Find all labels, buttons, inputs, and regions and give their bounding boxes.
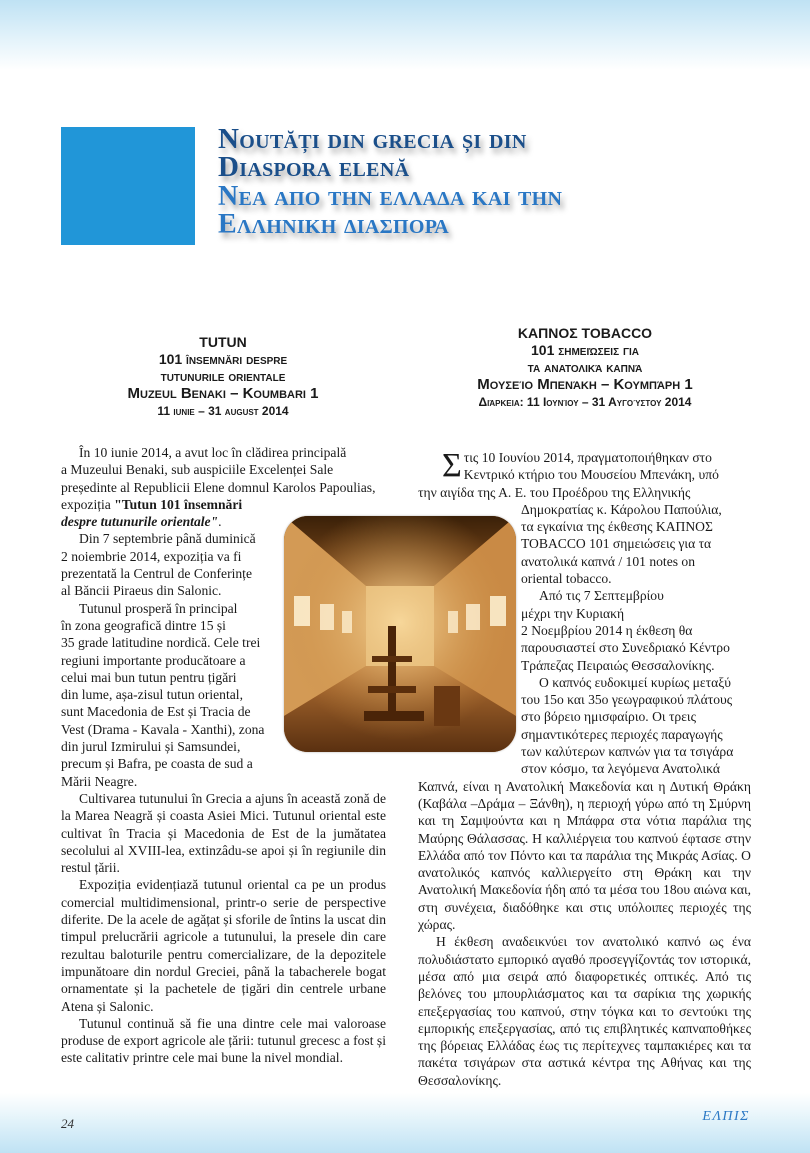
left-wrap-region xyxy=(61,496,279,790)
right-heading-subtitle-1: 101 σημειώσεις για xyxy=(531,342,639,358)
text-line: Τράπεζας Πειραιώς Θεσσαλονίκης. xyxy=(521,657,715,673)
left-heading-subtitle-1: 101 însemnări despre xyxy=(158,351,288,367)
text-line: στον κόσμο, τα λεγόμενα Ανατολικά xyxy=(521,761,720,777)
text-line: τις 10 Ιουνίου 2014, πραγματοποιήθηκαν στο xyxy=(463,450,712,465)
text-line: prezentată la Centrul de Conferințe xyxy=(61,566,252,582)
text-line xyxy=(61,513,279,530)
left-paragraph-5: Expoziția evidențiază tutunul oriental ca pe un produs comercial multidimensional, printr-o serie de perspective diferite. De la acele de agățat și sforile de întins la uscat din timpul prelucrării agricole a tutunului, la presele din care rezultau baloturile pentru comercializare, de la depozitele impunătoare din nordul Greciei, până la tabacherele bogat ornamentate și la pachetele de țigări din centrele urbane Atena și Salonic. xyxy=(61,877,386,1014)
text-line: al Băncii Piraeus din Salonic. xyxy=(61,583,222,599)
exhibition-subtitle: despre tutunurile orientale" xyxy=(61,514,219,530)
page-number: 24 xyxy=(61,1116,74,1131)
left-heading-subtitle-2: tutunurile orientale xyxy=(160,368,286,384)
right-paragraph-3-cont: Καπνά, είναι η Ανατολική Μακεδονία και η Δυτική Θράκη (Καβάλα –Δράμα – Ξάνθη), η περιοχή γύρω από τη Σμύρνη και τη Σαμψούντα και η Μπάφρα στα νότια παράλια της Μαύρης Θάλασσας. Η καλλιέργεια του καπνού έφτασε στην Ελλάδα από τον Πόντο και τα παράλια της Μικράς Ασίας. Ο ανατολικός καπνός καλλιεργείτο στη Θράκη και την Ανατολική Μακεδονία ήδη από τα μέσα του 18ου αιώνα και, στη συνέχεια, διαδόθηκε και στις υπόλοιπες περιοχές της χώρας. xyxy=(418,778,751,933)
text-line: των καλύτερων καπνών για τα τσιγάρα xyxy=(521,744,734,760)
right-paragraph-4: Η έκθεση αναδεικνύει τον ανατολικό καπνό ως ένα πολυδιάστατο εμπορικό αγαθό προσεγγίζοντάς τον ιστορικά, μέσα από μια σειρά από διαφορετικές οπτικές. Από τις βελόνες του μπουρλιάσματος και τα σαρίκια της χωρικής επεξεργασίας του καπνού, στην τόγκα και το σεντούκι της εμπορικής επεξεργασίας, από τις επιβλητικές καπναποθήκες της βόρειας Ελλάδας έως τις περίτεχνες ταμπακιέρες και τα πακέτα τσιγάρων στα αστικά κέντρα της Αθήνας και της Θεσσαλονίκης. xyxy=(418,934,751,1088)
title-greek xyxy=(218,183,778,239)
text-line: 2 noiembrie 2014, expoziția va fi xyxy=(61,548,242,564)
text-line: oriental tobacco. xyxy=(521,571,612,587)
text-line: președinte al Republicii Elene domnul Karolos Papoulias, xyxy=(61,479,376,495)
right-paragraph-3 xyxy=(521,674,751,691)
right-paragraph-2 xyxy=(521,587,751,604)
left-heading-venue: Muzeul Benaki – Koumbari 1 xyxy=(127,385,319,402)
left-paragraph-2 xyxy=(61,530,279,547)
title-ro-line1: Noutăți din grecia și din xyxy=(218,123,527,155)
text-line: precum și Bafra, pe coasta de sud a xyxy=(61,756,253,772)
text-line: din lume, așa-zisul tutun oriental, xyxy=(61,687,243,703)
title-romanian xyxy=(218,125,778,181)
title-gr-line2: Ελληνικη διασπορα xyxy=(218,209,450,240)
left-article-heading xyxy=(60,333,386,419)
left-paragraph-3 xyxy=(61,600,279,617)
section-title xyxy=(218,125,778,239)
title-ro-line2: Diaspora elenă xyxy=(218,151,410,183)
left-heading-dates: 11 iunie – 31 august 2014 xyxy=(157,404,289,418)
text-line: regiuni importante producătoare a xyxy=(61,652,246,668)
text-line: στο βόρειο ημισφαίριο. Οι τρεις xyxy=(521,709,696,725)
drop-cap-paragraph xyxy=(418,449,751,484)
left-paragraph-1 xyxy=(61,444,386,461)
journal-name: ΕΛΠΙΣ xyxy=(702,1109,750,1124)
text-line xyxy=(61,496,279,513)
text-line: a Muzeului Benaki, sub auspiciile Excelenței Sale xyxy=(61,462,334,478)
text-line: TOBACCO 101 σημειώσεις για τα xyxy=(521,536,712,552)
right-article-heading xyxy=(418,324,752,410)
text-line: παρουσιαστεί στο Συνεδριακό Κέντρο xyxy=(521,640,730,656)
text-line: του 15ο και 35ο γεωγραφικού πλάτους xyxy=(521,692,733,708)
text-line: 35 grade latitudine nordică. Cele trei xyxy=(61,635,261,651)
text-fragment: expoziția xyxy=(61,496,115,512)
right-article-body xyxy=(418,449,751,1089)
text-line: Vest (Drama - Kavala - Xanthi), zona xyxy=(61,721,265,737)
text-line: ανατολικά καπνά / 101 notes on xyxy=(521,553,696,569)
text-line: Κεντρικό κτήριο του Μουσείου Μπενάκη, υπό xyxy=(463,467,719,483)
right-wrap-region xyxy=(521,501,751,778)
text-line: sunt Macedonia de Est și Tracia de xyxy=(61,704,251,720)
text-line: 2 Νοεμβρίου 2014 η έκθεση θα xyxy=(521,622,693,638)
text-line: în zona geografică dintre 15 și xyxy=(61,617,226,633)
right-heading-dates: Διάρκεια: 11 Ιουνίου – 31 Αυγούστου 2014 xyxy=(478,395,692,409)
text-line: Ο καπνός ευδοκιμεί κυρίως μεταξύ xyxy=(539,674,731,690)
text-line: din jurul Izmirului și Samsundei, xyxy=(61,739,241,755)
text-line: Από τις 7 Σεπτεμβρίου xyxy=(539,588,664,604)
text-line: Δημοκρατίας κ. Κάρολου Παπούλια, xyxy=(521,501,722,517)
right-heading-venue: Μουσείο Μπενάκη – Κουμπάρη 1 xyxy=(477,376,693,393)
left-paragraph-1-cont xyxy=(61,461,386,496)
text-line: Tutunul prosperă în principal xyxy=(79,600,238,616)
top-gradient-band xyxy=(0,0,810,70)
section-color-block xyxy=(61,127,195,245)
text-line: μέχρι την Κυριακή xyxy=(521,605,625,621)
exhibition-title: "Tutun 101 însemnări xyxy=(114,496,243,512)
title-gr-line1: Νεα απο την ελλαδα και την xyxy=(218,181,563,212)
right-heading-subtitle-2: τα ανατολικά καπνά xyxy=(527,359,643,375)
text-line: Mării Neagre. xyxy=(61,773,138,789)
left-paragraph-6: Tutunul continuă să fie una dintre cele mai valoroase produse de export agricole ale țării: tutunul grecesc a fost și este calitativ printre cele mai bune la nivel mondial. xyxy=(61,1015,386,1066)
text-fragment: . xyxy=(218,514,222,530)
drop-cap: Σ xyxy=(442,447,462,484)
left-heading-title: TUTUN xyxy=(199,334,247,350)
text-line: celui mai bun tutun pentru țigări xyxy=(61,669,237,685)
bottom-gradient-band xyxy=(0,1093,810,1153)
text-line: Din 7 septembrie până duminică xyxy=(79,531,256,547)
text-line: În 10 iunie 2014, a avut loc în clădirea principală xyxy=(79,445,347,460)
left-paragraph-4: Cultivarea tutunului în Grecia a ajuns în această zonă de la Marea Neagră și coasta Asiei Mici. Tutunul oriental este cultivat în Tracia și Macedonia de Est de la jumătatea secolului al XVIII-lea, extinzâdu-se apoi și în regiunile din restul țării. xyxy=(61,790,386,876)
text-line: σημαντικότερες περιοχές παραγωγής xyxy=(521,726,723,742)
text-line: την αιγίδα της Α. Ε. του Προέδρου της Ελληνικής xyxy=(418,484,691,500)
right-heading-title: ΚΑΠΝΟΣ TOBACCO xyxy=(517,325,653,341)
text-line: τα εγκαίνια της έκθεσης ΚΑΠΝΟΣ xyxy=(521,519,713,535)
